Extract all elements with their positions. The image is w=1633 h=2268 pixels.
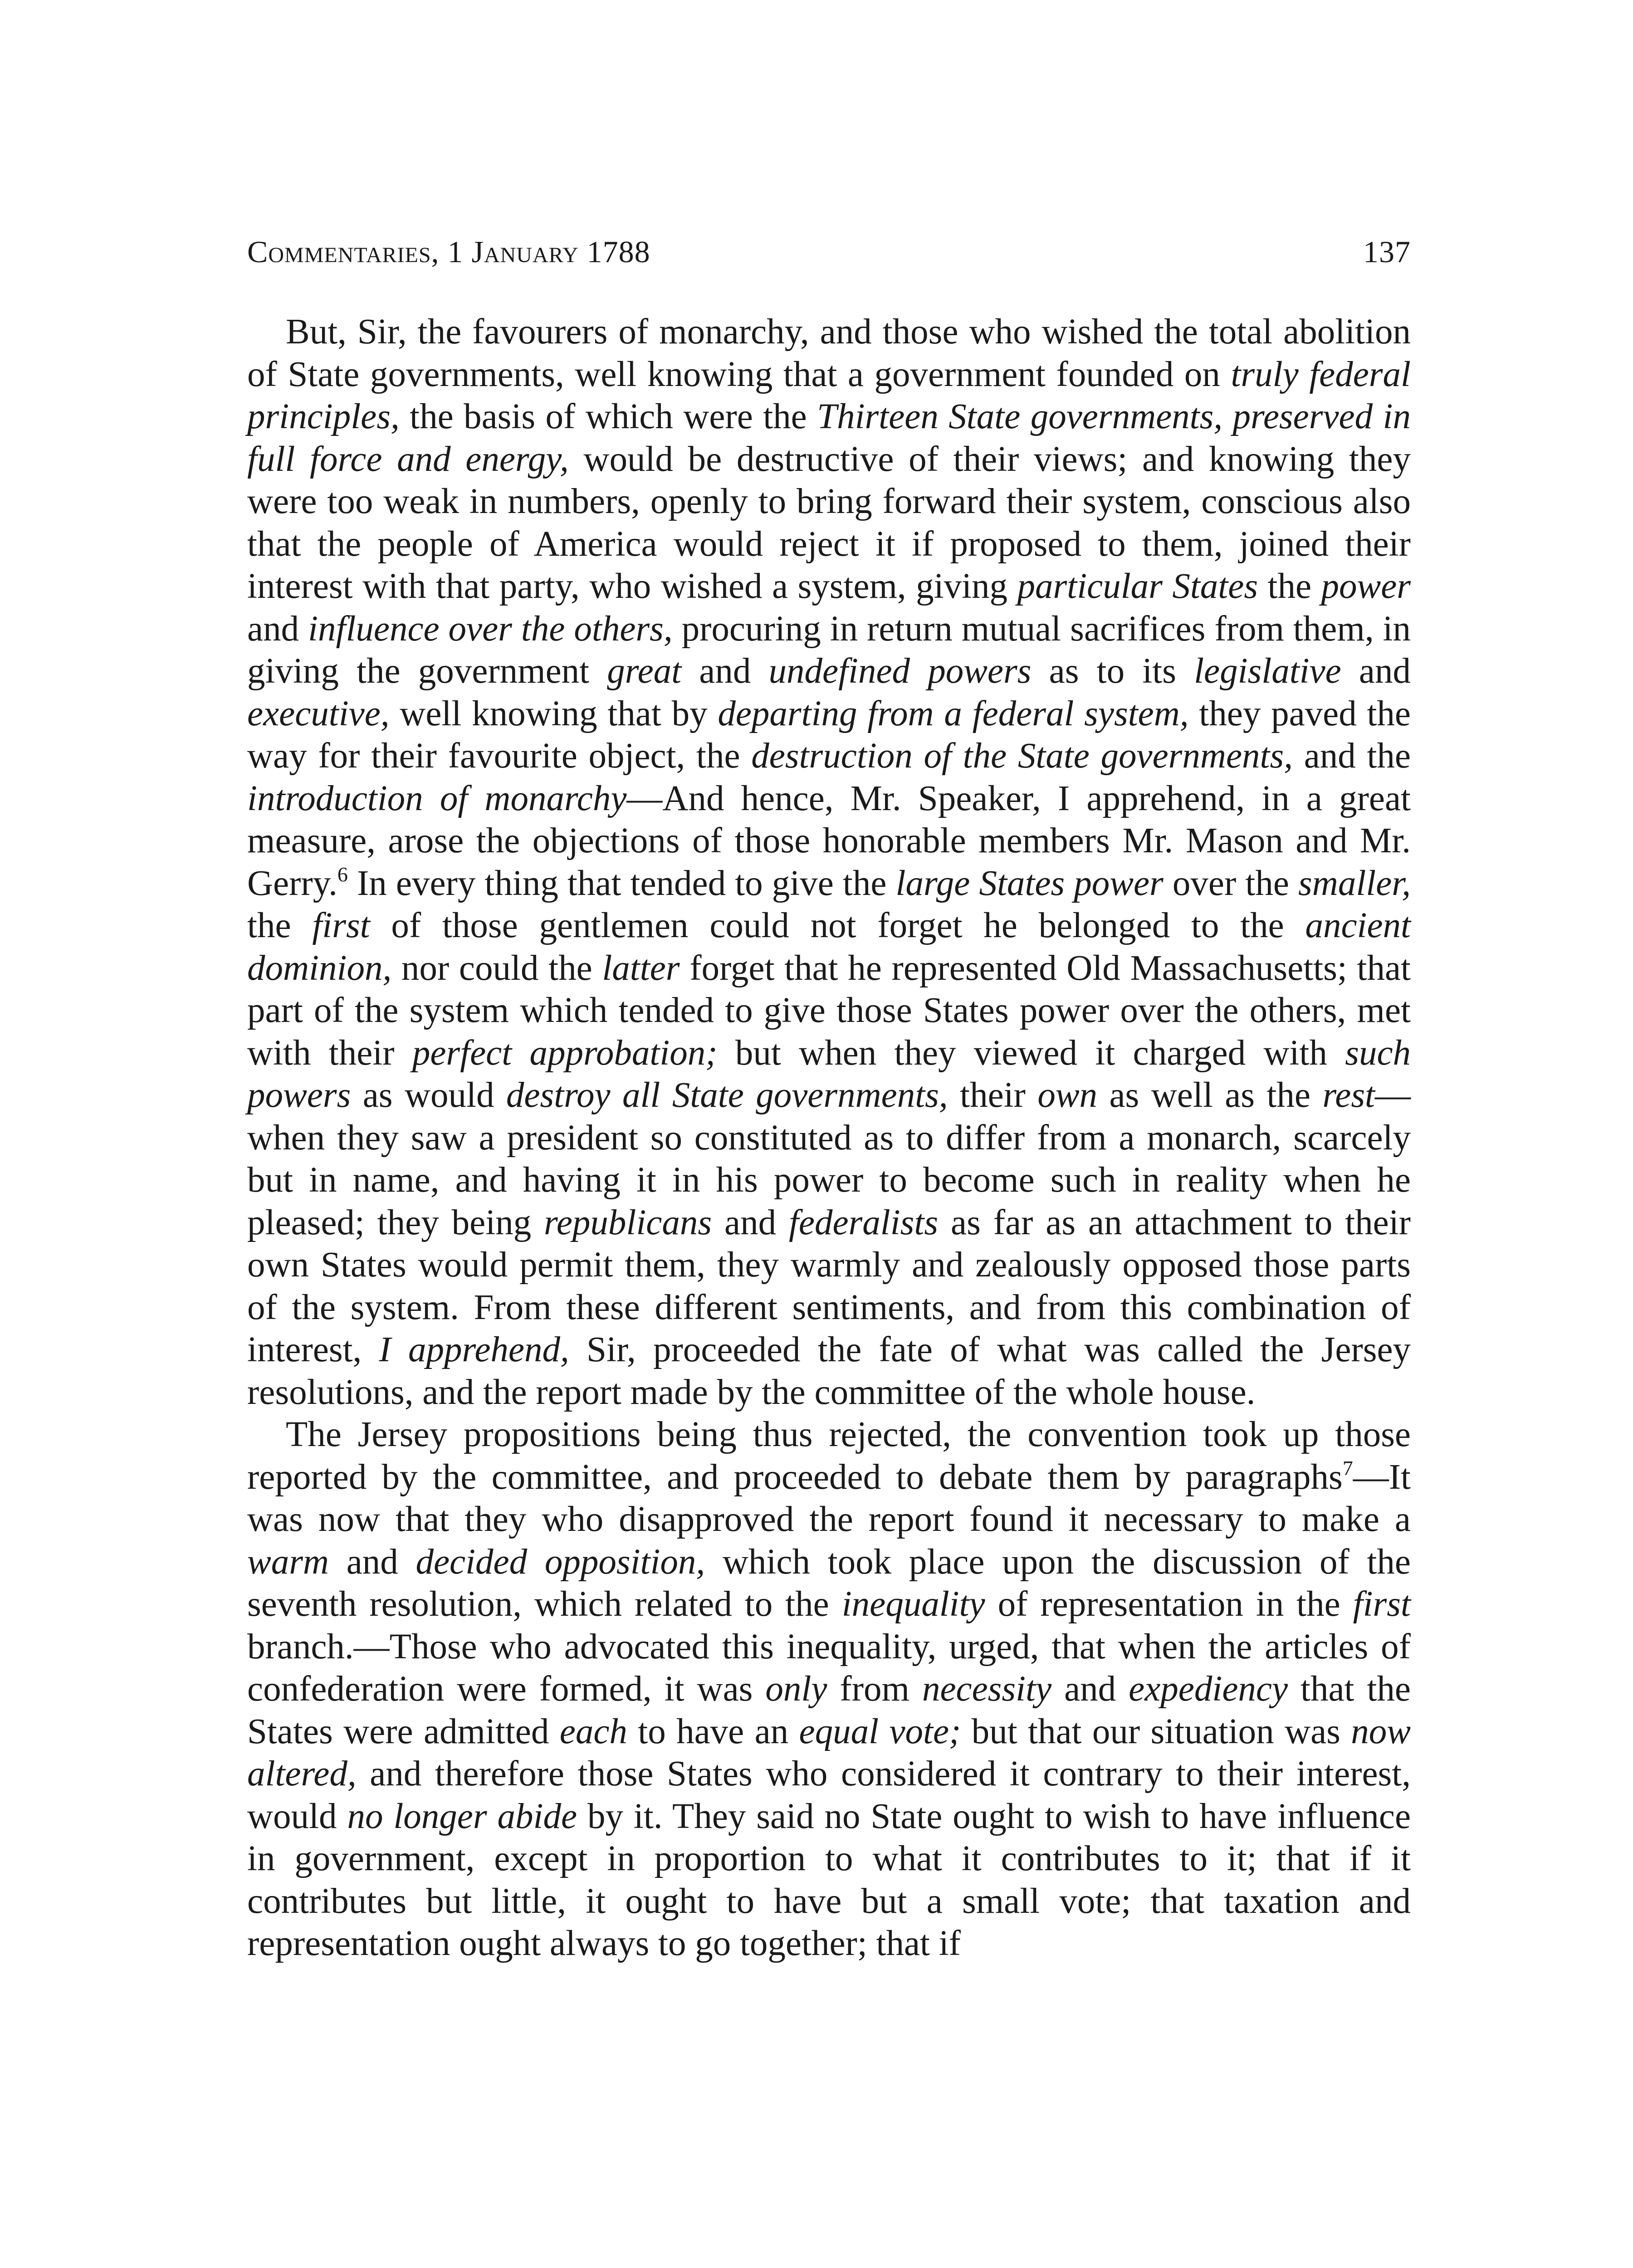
italic-run: latter — [602, 948, 680, 988]
text-run: —And hence, Mr. Speaker, I apprehend, in a great measure, arose the objections of those honorable members Mr. Mason and Mr. Gerry. — [247, 778, 1411, 903]
text-run: forget that he represented Old Massachusetts; that part of the system which tended to give those States power over the others, met with their — [247, 948, 1411, 1073]
italic-run: introduction of monarchy — [247, 778, 627, 818]
italic-run: legislative — [1194, 651, 1341, 691]
text-run: In every thing that tended to give the — [347, 863, 896, 903]
text-run: over the — [1163, 863, 1299, 903]
text-run: which took place upon the discussion of the seventh resolution, which related to the — [247, 1542, 1411, 1624]
text-run: to have an — [627, 1711, 799, 1751]
italic-run: power — [1321, 567, 1411, 606]
italic-run: Thirteen State governments, preserved in full force and energy, — [247, 397, 1411, 479]
italic-run: now altered, — [247, 1711, 1411, 1794]
italic-run: departing from a federal system, — [718, 694, 1189, 733]
italic-run: first — [312, 906, 370, 945]
text-run: as would — [351, 1075, 506, 1115]
text-run: as far as an attachment to their own States would permit them, they warmly and zealously opposed those parts of the system. From these different sentiments, and from this combination of interest, — [247, 1202, 1411, 1369]
italic-run: necessity — [922, 1669, 1052, 1709]
italic-run: undefined powers — [768, 651, 1032, 691]
italic-run: perfect approbation; — [412, 1033, 718, 1073]
italic-run: only — [765, 1669, 827, 1709]
text-run: that the States were admitted — [247, 1669, 1411, 1751]
text-run: and — [1051, 1669, 1129, 1709]
text-run: well knowing that by — [389, 694, 718, 733]
text-run: and — [681, 651, 769, 691]
text-run: and — [329, 1542, 416, 1582]
italic-run: destroy all State governments, — [506, 1075, 948, 1115]
italic-run: influence over the others, — [308, 609, 673, 649]
text-run: would be destructive of their views; and knowing they were too weak in numbers, openly to bring forward their system, conscious also that the people of America would reject it if proposed to them, joined their interest with that party, who wished a system, giving — [247, 439, 1411, 606]
text-run: and — [1341, 651, 1411, 691]
italic-run: rest — [1322, 1075, 1375, 1115]
text-run: The Jersey propositions being thus rejected, the convention took up those reported by the committee, and proceeded to debate them by paragraphs — [247, 1415, 1411, 1497]
italic-run: expediency — [1129, 1669, 1288, 1709]
text-run: branch.—Those who advocated this inequality, urged, that when the articles of confederation were formed, it was — [247, 1627, 1411, 1709]
text-run: of those gentlemen could not forget he belonged to the — [370, 906, 1305, 945]
footnote-marker-7[interactable]: 7 — [1342, 1456, 1353, 1480]
italic-run: own — [1037, 1075, 1098, 1115]
italic-run: particular States — [1017, 567, 1258, 606]
text-run: of representation in the — [985, 1584, 1353, 1624]
text-run: But, Sir, the favourers of monarchy, and those who wished the total abolition of State governments, well knowing that a government founded on — [247, 312, 1411, 394]
italic-run: executive, — [247, 694, 390, 733]
running-head-title: Commentaries, 1 January 1788 — [247, 235, 650, 269]
text-run: but when they viewed it charged with — [717, 1033, 1345, 1073]
italic-run: truly federal principles, — [247, 354, 1411, 436]
italic-run: smaller, — [1298, 863, 1411, 903]
paragraph-2 — [247, 1413, 1411, 1965]
text-run: nor could the — [391, 948, 602, 988]
footnote-marker-6[interactable]: 6 — [337, 862, 348, 886]
paragraph-1 — [247, 311, 1411, 1413]
italic-run: equal vote; — [799, 1711, 961, 1751]
italic-run: large States power — [895, 863, 1164, 903]
text-run: and therefore those States who considered it contrary to their interest, would — [247, 1754, 1411, 1836]
body-text — [247, 311, 1411, 1965]
italic-run: federalists — [788, 1202, 939, 1242]
italic-run: ancient dominion, — [247, 906, 1411, 988]
text-run: and — [247, 609, 308, 649]
text-run: Sir, proceeded the fate of what was called the Jersey resolutions, and the report made by the committee of the whole house. — [247, 1330, 1411, 1412]
text-run: the — [247, 906, 313, 945]
italic-run: warm — [247, 1542, 329, 1582]
italic-run: each — [559, 1711, 627, 1751]
text-run: as to its — [1031, 651, 1194, 691]
italic-run: first — [1353, 1584, 1411, 1624]
text-run: as well as the — [1097, 1075, 1323, 1115]
italic-run: no longer abide — [347, 1796, 577, 1836]
text-run: —when they saw a president so constituted as to differ from a monarch, scarcely but in name, and having it in his power to become such in reality when he pleased; they being — [247, 1075, 1411, 1242]
text-run: the basis of which were the — [399, 397, 817, 436]
text-run: and — [712, 1202, 789, 1242]
italic-run: I apprehend, — [379, 1330, 569, 1369]
page-number: 137 — [1363, 235, 1411, 269]
text-run: procuring in return mutual sacrifices from them, in giving the government — [247, 609, 1411, 691]
text-run: the — [1258, 567, 1321, 606]
italic-run: inequality — [841, 1584, 985, 1624]
running-head — [247, 227, 1411, 277]
text-run: and the — [1292, 736, 1411, 776]
italic-run: great — [607, 651, 682, 691]
italic-run: decided opposition, — [416, 1542, 705, 1582]
text-run: but that our situation was — [961, 1711, 1351, 1751]
text-run: from — [827, 1669, 922, 1709]
italic-run: such powers — [247, 1033, 1411, 1115]
text-run: by it. They said no State ought to wish to have influence in government, except in proportion to what it contributes to it; that if it contributes but little, it ought to have but a small vote; that taxation and representation ought always to go together; that if — [247, 1796, 1411, 1963]
italic-run: republicans — [544, 1202, 712, 1242]
italic-run: destruction of the State governments, — [751, 736, 1293, 776]
text-run: they paved the way for their favourite object, the — [247, 694, 1411, 776]
text-run: —It was now that they who disapproved the report found it necessary to make a — [247, 1457, 1411, 1539]
text-run: their — [948, 1075, 1038, 1115]
